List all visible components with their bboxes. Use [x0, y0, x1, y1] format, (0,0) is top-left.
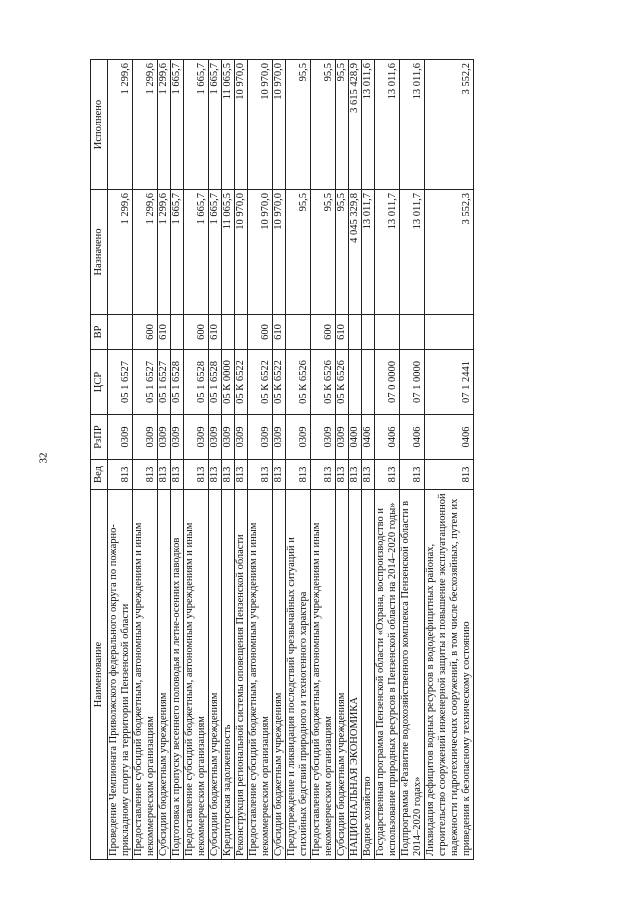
cell-csr: 05 К 6522: [248, 350, 273, 415]
table-row: [311, 60, 336, 860]
table-row: [171, 60, 184, 860]
cell-assigned: 10 970,0: [273, 190, 286, 315]
cell-ved: 813: [349, 460, 362, 490]
cell-rzpr: 0309: [108, 415, 133, 460]
cell-name: Подпрограмма «Развитие водохозяйственного комплекса Пензенской области в 2014–2020 годах»: [400, 490, 425, 860]
table-row: [184, 60, 209, 860]
cell-rzpr: 0309: [273, 415, 286, 460]
cell-csr: 07 0 0000: [375, 350, 400, 415]
table-row: [349, 60, 362, 860]
table-row: [336, 60, 349, 860]
cell-assigned: 1 299,6: [158, 190, 171, 315]
cell-executed: 3 615 428,9: [349, 60, 362, 190]
table-row: [235, 60, 248, 860]
table-row: [400, 60, 425, 860]
cell-assigned: 1 299,6: [133, 190, 158, 315]
cell-csr: 05 1 6527: [108, 350, 133, 415]
cell-vr: 600: [311, 315, 336, 350]
cell-rzpr: 0406: [375, 415, 400, 460]
cell-assigned: 1 665,7: [171, 190, 184, 315]
page-number: 32: [37, 452, 50, 464]
cell-name: Предоставление субсидий бюджетным, автономным учреждениям и иным некоммерческим организациям: [311, 490, 336, 860]
cell-executed: 13 011,6: [362, 60, 375, 190]
cell-ved: 813: [209, 460, 222, 490]
cell-name: Подготовка к пропуску весеннего половодья и летне-осенних паводков: [171, 490, 184, 860]
cell-assigned: 1 665,7: [184, 190, 209, 315]
cell-assigned: 95,5: [336, 190, 349, 315]
cell-executed: 13 011,6: [375, 60, 400, 190]
cell-rzpr: 0400: [349, 415, 362, 460]
cell-assigned: 3 552,3: [425, 190, 474, 315]
cell-vr: [375, 315, 400, 350]
table-row: [222, 60, 235, 860]
table-row: [375, 60, 400, 860]
cell-rzpr: 0309: [171, 415, 184, 460]
cell-ved: 813: [248, 460, 273, 490]
cell-assigned: 95,5: [286, 190, 311, 315]
cell-executed: 1 299,6: [108, 60, 133, 190]
cell-vr: 600: [184, 315, 209, 350]
cell-executed: 10 970,0: [235, 60, 248, 190]
cell-csr: 05 1 6528: [171, 350, 184, 415]
table-row: [425, 60, 474, 860]
cell-executed: 95,5: [286, 60, 311, 190]
cell-name: Субсидии бюджетным учреждениям: [209, 490, 222, 860]
table-row: [209, 60, 222, 860]
cell-ved: 813: [158, 460, 171, 490]
cell-assigned: 13 011,7: [400, 190, 425, 315]
cell-csr: 05 1 6528: [209, 350, 222, 415]
cell-name: Водное хозяйство: [362, 490, 375, 860]
cell-csr: 05 К 6522: [235, 350, 248, 415]
cell-name: Субсидии бюджетным учреждениям: [158, 490, 171, 860]
cell-ved: 813: [400, 460, 425, 490]
cell-ved: 813: [375, 460, 400, 490]
table-row: [286, 60, 311, 860]
header-name: Наименование: [91, 490, 108, 860]
cell-vr: [171, 315, 184, 350]
cell-rzpr: 0309: [184, 415, 209, 460]
cell-vr: [286, 315, 311, 350]
cell-rzpr: 0309: [248, 415, 273, 460]
header-ved: Вед: [91, 460, 108, 490]
cell-rzpr: 0406: [425, 415, 474, 460]
cell-vr: 610: [336, 315, 349, 350]
cell-assigned: 13 011,7: [375, 190, 400, 315]
table-row: [133, 60, 158, 860]
table-header-row: [91, 60, 108, 860]
cell-rzpr: 0309: [222, 415, 235, 460]
cell-csr: 05 К 6526: [286, 350, 311, 415]
cell-name: Субсидии бюджетным учреждениям: [273, 490, 286, 860]
cell-executed: 95,5: [336, 60, 349, 190]
cell-rzpr: 0309: [133, 415, 158, 460]
cell-vr: [362, 315, 375, 350]
cell-csr: 05 К 6526: [311, 350, 336, 415]
header-rzpr: РзПР: [91, 415, 108, 460]
header-assigned: Назначено: [91, 190, 108, 315]
cell-assigned: 10 970,0: [248, 190, 273, 315]
cell-executed: 1 299,6: [158, 60, 171, 190]
header-executed: Исполнено: [91, 60, 108, 190]
cell-csr: 05 1 6527: [158, 350, 171, 415]
cell-name: Предоставление субсидий бюджетным, автономным учреждениям и иным некоммерческим организациям: [133, 490, 158, 860]
cell-name: НАЦИОНАЛЬНАЯ ЭКОНОМИКА: [349, 490, 362, 860]
cell-executed: 10 970,0: [248, 60, 273, 190]
cell-executed: 13 011,6: [400, 60, 425, 190]
cell-ved: 813: [171, 460, 184, 490]
cell-csr: 05 К 6522: [273, 350, 286, 415]
cell-rzpr: 0406: [362, 415, 375, 460]
table-row: [158, 60, 171, 860]
cell-assigned: 13 011,7: [362, 190, 375, 315]
cell-rzpr: 0309: [158, 415, 171, 460]
cell-vr: 610: [158, 315, 171, 350]
cell-executed: 10 970,0: [273, 60, 286, 190]
cell-csr: [349, 350, 362, 415]
cell-vr: 610: [273, 315, 286, 350]
cell-name: Предоставление субсидий бюджетным, автономным учреждениям и иным некоммерческим организациям: [184, 490, 209, 860]
cell-vr: [349, 315, 362, 350]
cell-vr: [400, 315, 425, 350]
cell-csr: 05 1 6528: [184, 350, 209, 415]
cell-csr: 05 К 6526: [336, 350, 349, 415]
cell-name: Реконструкция региональной системы оповещения Пензенской области: [235, 490, 248, 860]
cell-executed: 11 065,5: [222, 60, 235, 190]
cell-executed: 1 299,6: [133, 60, 158, 190]
cell-ved: 813: [273, 460, 286, 490]
cell-assigned: 95,5: [311, 190, 336, 315]
cell-csr: 07 1 2441: [425, 350, 474, 415]
cell-assigned: 10 970,0: [235, 190, 248, 315]
cell-ved: 813: [222, 460, 235, 490]
cell-csr: [362, 350, 375, 415]
cell-vr: [108, 315, 133, 350]
rotated-page: [90, 60, 600, 860]
cell-rzpr: 0309: [286, 415, 311, 460]
cell-rzpr: 0309: [311, 415, 336, 460]
cell-ved: 813: [286, 460, 311, 490]
cell-vr: 600: [248, 315, 273, 350]
header-vr: ВР: [91, 315, 108, 350]
cell-csr: 07 1 0000: [400, 350, 425, 415]
cell-ved: 813: [108, 460, 133, 490]
cell-rzpr: 0309: [336, 415, 349, 460]
header-csr: ЦСР: [91, 350, 108, 415]
cell-vr: [235, 315, 248, 350]
cell-ved: 813: [133, 460, 158, 490]
cell-executed: 1 665,7: [184, 60, 209, 190]
cell-rzpr: 0309: [235, 415, 248, 460]
cell-name: Кредиторская задолженность: [222, 490, 235, 860]
table-row: [248, 60, 273, 860]
cell-ved: 813: [184, 460, 209, 490]
cell-name: Ликвидация дефицитов водных ресурсов в вододефицитных районах, строительство сооружений инженерной защиты и повышение эксплуатационной надежности гидротехнических сооружений, в том числе бесхозяйных, путем их приведения к безопасному техническому состоянию: [425, 490, 474, 860]
cell-assigned: 4 045 329,8: [349, 190, 362, 315]
cell-name: Проведение Чемпионата Приволжского федерального округа по пожарно-прикладному спорту на территории Пензенской области: [108, 490, 133, 860]
cell-assigned: 1 665,7: [209, 190, 222, 315]
cell-csr: 05 К 0000: [222, 350, 235, 415]
cell-name: Государственная программа Пензенской области «Охрана, воспроизводство и использование природных ресурсов в Пензенской области на 2014–2020 годы»: [375, 490, 400, 860]
cell-ved: 813: [235, 460, 248, 490]
table-row: [362, 60, 375, 860]
cell-csr: 05 1 6527: [133, 350, 158, 415]
cell-executed: 3 552,2: [425, 60, 474, 190]
cell-assigned: 1 299,6: [108, 190, 133, 315]
cell-vr: 610: [209, 315, 222, 350]
cell-executed: 1 665,7: [171, 60, 184, 190]
budget-table: [90, 59, 474, 860]
cell-executed: 1 665,7: [209, 60, 222, 190]
table-row: [273, 60, 286, 860]
cell-ved: 813: [362, 460, 375, 490]
cell-executed: 95,5: [311, 60, 336, 190]
cell-rzpr: 0309: [209, 415, 222, 460]
cell-ved: 813: [336, 460, 349, 490]
cell-vr: [425, 315, 474, 350]
cell-name: Субсидии бюджетным учреждениям: [336, 490, 349, 860]
cell-assigned: 11 065,5: [222, 190, 235, 315]
cell-ved: 813: [425, 460, 474, 490]
cell-vr: 600: [133, 315, 158, 350]
cell-rzpr: 0406: [400, 415, 425, 460]
cell-name: Предоставление субсидий бюджетным, автономным учреждениям и иным некоммерческим организациям: [248, 490, 273, 860]
cell-name: Предупреждение и ликвидация последствий чрезвычайных ситуаций и стихийных бедствий природного и техногенного характера: [286, 490, 311, 860]
cell-ved: 813: [311, 460, 336, 490]
table-row: [108, 60, 133, 860]
cell-vr: [222, 315, 235, 350]
